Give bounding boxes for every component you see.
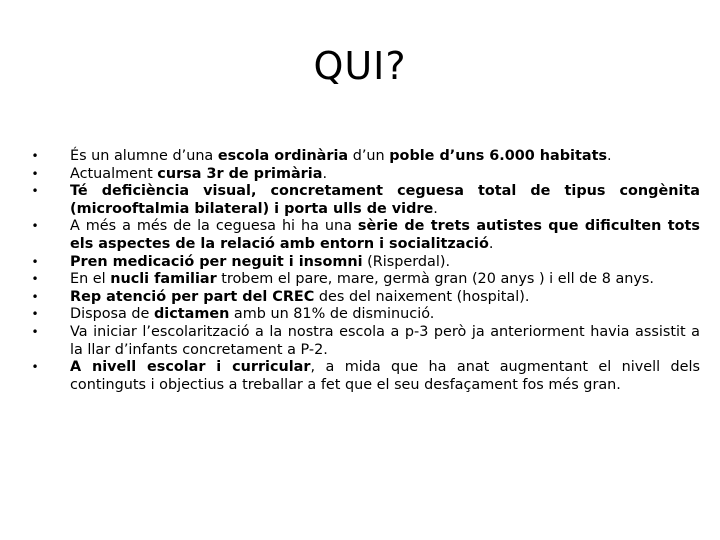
bullet-text: . xyxy=(322,165,328,182)
slide-title: QUI? xyxy=(313,44,407,88)
bullet-item xyxy=(30,148,700,166)
bullet-text: trobem el pare, mare, germà gran (20 anys ) i ell de 8 anys. xyxy=(216,271,654,288)
bullet-marker: • xyxy=(31,289,39,304)
bullet-marker: • xyxy=(31,324,39,339)
bullet-text-bold: Té deficiència visual, concretament ceguesa total de tipus congènita (microoftalmia bilateral) i porta ulls de vidre xyxy=(70,183,700,217)
bullet-marker: • xyxy=(31,184,39,199)
bullet-item xyxy=(30,324,700,359)
bullet-item xyxy=(30,183,700,218)
bullet-text: En el xyxy=(70,271,111,288)
bullet-text-bold: Rep atenció per part del CREC xyxy=(70,288,315,305)
bullet-text-bold: cursa 3r de primària xyxy=(157,165,323,182)
bullet-text: A més a més de la ceguesa hi ha una xyxy=(70,218,358,235)
bullet-text: amb un 81% de disminució. xyxy=(229,306,435,323)
bullet-text: Disposa de xyxy=(70,306,154,323)
bullet-text-bold: poble d’uns 6.000 habitats xyxy=(389,148,608,164)
bullet-item xyxy=(30,306,700,324)
bullet-list xyxy=(30,148,700,394)
bullet-text: Va iniciar l’escolarització a la nostra escola a p-3 però ja anteriorment havia assistit a la llar d’infants concretament a P-2. xyxy=(70,323,700,358)
bullet-text-bold: escola ordinària xyxy=(217,148,349,164)
bullet-marker: • xyxy=(31,254,39,269)
bullet-text-bold: A nivell escolar i curricular xyxy=(70,359,311,376)
bullet-item xyxy=(30,254,700,272)
bullet-text: . xyxy=(607,148,612,164)
bullet-text: , a mida que ha anat augmentant el nivell dels continguts i objectius a treballar a fet que el seu desfaçament fos més gran. xyxy=(70,359,701,393)
bullet-text-bold: sèrie de trets autistes que dificulten tots els aspectes de la relació amb entorn i socialització xyxy=(70,218,701,252)
bullet-text: És un alumne d’una xyxy=(70,148,218,164)
bullet-marker: • xyxy=(31,149,39,163)
bullet-text-bold: Pren medicació per neguit i insomni xyxy=(70,253,363,270)
bullet-marker: • xyxy=(31,219,39,234)
bullet-item xyxy=(30,289,700,307)
bullet-item xyxy=(30,218,700,253)
bullet-text: . xyxy=(488,235,494,252)
bullet-marker: • xyxy=(31,272,39,287)
bullet-text-bold: dictamen xyxy=(153,306,230,323)
bullet-text: Actualment xyxy=(70,165,158,182)
bullet-item xyxy=(30,359,700,394)
bullet-text: (Risperdal). xyxy=(362,253,451,270)
bullet-text: des del naixement (hospital). xyxy=(314,288,530,305)
bullet-marker: • xyxy=(31,360,39,375)
bullet-item xyxy=(30,271,700,289)
bullet-text: d’un xyxy=(348,148,390,164)
bullet-text: . xyxy=(433,200,438,217)
bullet-marker: • xyxy=(31,307,39,322)
bullet-marker: • xyxy=(31,166,39,181)
bullet-item xyxy=(30,166,700,184)
bullet-text-bold: nucli familiar xyxy=(110,271,217,288)
